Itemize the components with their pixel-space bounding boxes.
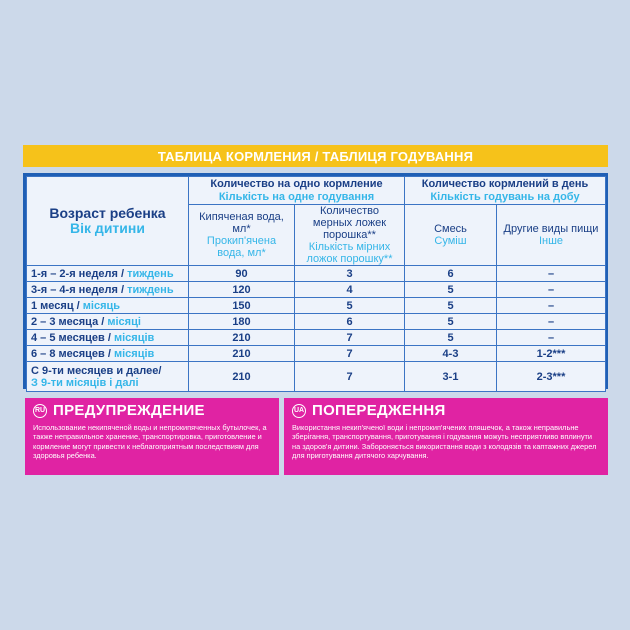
water-cell: 180	[189, 314, 295, 330]
age-ru: 4 – 5 месяцев	[31, 331, 105, 344]
table-row	[27, 282, 606, 298]
age-sep: /	[104, 331, 114, 344]
mix-cell: 5	[405, 314, 497, 330]
per-feeding-header-uk: Кількість на одне годування	[218, 190, 375, 203]
mix-cell: 3-1	[405, 362, 497, 392]
warning-uk-text: Використання некип'яченої води і непрокип'ячених пляшечок, а також неправильне зберігання, транспортування, приготування і годування можуть несприятливо вплинути на здоров'я дитини. Забороняється використання води з колодязів та каптажних джерел для приготування дитячого харчування.	[292, 423, 597, 461]
age-cell	[27, 362, 189, 392]
water-cell: 150	[189, 298, 295, 314]
spoons-col-header-uk: Кількість мірних ложок порошку**	[306, 241, 393, 266]
water-cell: 120	[189, 282, 295, 298]
age-ru: 1-я – 2-я неделя	[31, 267, 118, 280]
age-uk: тиждень	[127, 283, 174, 296]
warning-ru-title: ПРЕДУПРЕЖДЕНИЕ	[53, 402, 205, 419]
warning-ru-text: Использование некипяченой воды и непрокипяченных бутылочек, а также неправильное хранение, транспортировка, приготовление и кормление могут привести к неблагоприятным последствиям для здоровья ребенка.	[33, 423, 267, 461]
table-row	[27, 330, 606, 346]
mix-col-header	[405, 205, 497, 266]
per-day-header-ru: Количество кормлений в день	[421, 178, 589, 191]
age-sep: /	[104, 347, 114, 360]
table-title: ТАБЛИЦА КОРМЛЕНИЯ / ТАБЛИЦЯ ГОДУВАННЯ	[23, 145, 608, 167]
warning-uk-header	[292, 402, 600, 419]
age-cell	[27, 314, 189, 330]
spoons-col-header-ru: Количество мерных ложек порошка**	[312, 205, 387, 242]
mix-cell: 5	[405, 282, 497, 298]
other-cell: –	[497, 298, 606, 314]
warning-ru-header	[33, 402, 271, 419]
age-cell	[27, 346, 189, 362]
spoons-cell: 5	[295, 298, 405, 314]
age-header	[27, 177, 189, 266]
age-sep: /	[73, 299, 83, 312]
age-uk: тиждень	[127, 267, 174, 280]
age-ru: 2 – 3 месяца	[31, 315, 99, 328]
age-uk: місяці	[107, 315, 141, 328]
other-col-header	[497, 205, 606, 266]
mix-cell: 4-3	[405, 346, 497, 362]
other-col-header-uk: Інше	[538, 235, 564, 248]
age-ru: С 9-ти месяцев и далее/	[31, 364, 162, 377]
other-cell: 1-2***	[497, 346, 606, 362]
mix-col-header-uk: Суміш	[434, 235, 467, 248]
spoons-cell: 7	[295, 330, 405, 346]
other-cell: –	[497, 266, 606, 282]
other-cell: –	[497, 330, 606, 346]
water-col-header	[189, 205, 295, 266]
age-cell	[27, 266, 189, 282]
per-day-header-uk: Кількість годувань на добу	[430, 190, 580, 203]
table-row	[27, 314, 606, 330]
other-cell: 2-3***	[497, 362, 606, 392]
feeding-table-frame	[23, 173, 608, 389]
table-row	[27, 298, 606, 314]
table-row	[27, 362, 606, 392]
per-feeding-header	[189, 177, 405, 205]
other-cell: –	[497, 282, 606, 298]
spoons-cell: 4	[295, 282, 405, 298]
water-col-header-ru: Кипяченая вода, мл*	[199, 211, 284, 236]
age-cell	[27, 330, 189, 346]
age-uk: місяців	[113, 331, 155, 344]
ru-badge-icon: RU	[33, 404, 47, 418]
feeding-table	[26, 176, 606, 392]
warning-uk	[284, 398, 608, 475]
per-feeding-header-ru: Количество на одно кормление	[210, 178, 383, 191]
other-col-header-ru: Другие виды пищи	[503, 223, 599, 236]
mix-cell: 6	[405, 266, 497, 282]
age-uk: місяць	[82, 299, 121, 312]
spoons-cell: 7	[295, 346, 405, 362]
age-uk: З 9-ти місяців і далі	[31, 376, 139, 389]
age-ru: 3-я – 4-я неделя	[31, 283, 118, 296]
mix-cell: 5	[405, 330, 497, 346]
age-uk: місяців	[113, 347, 155, 360]
other-cell: –	[497, 314, 606, 330]
age-ru: 1 месяц	[31, 299, 74, 312]
water-cell: 210	[189, 362, 295, 392]
water-col-header-uk: Прокип'ячена вода, мл*	[206, 235, 277, 260]
age-header-uk: Вік дитини	[70, 220, 145, 237]
water-cell: 210	[189, 330, 295, 346]
warning-uk-title: ПОПЕРЕДЖЕННЯ	[312, 402, 446, 419]
age-cell	[27, 298, 189, 314]
age-sep: /	[117, 267, 128, 280]
age-header-ru: Возраст ребенка	[49, 204, 166, 221]
spoons-col-header	[295, 205, 405, 266]
per-day-header	[405, 177, 606, 205]
mix-cell: 5	[405, 298, 497, 314]
water-cell: 210	[189, 346, 295, 362]
age-sep: /	[117, 283, 128, 296]
spoons-cell: 3	[295, 266, 405, 282]
mix-col-header-ru: Смесь	[434, 223, 467, 236]
spoons-cell: 6	[295, 314, 405, 330]
water-cell: 90	[189, 266, 295, 282]
spoons-cell: 7	[295, 362, 405, 392]
warning-ru	[25, 398, 279, 475]
ua-badge-icon: UA	[292, 404, 306, 418]
age-cell	[27, 282, 189, 298]
age-sep: /	[98, 315, 108, 328]
table-row	[27, 346, 606, 362]
age-ru: 6 – 8 месяцев	[31, 347, 105, 360]
table-row	[27, 266, 606, 282]
